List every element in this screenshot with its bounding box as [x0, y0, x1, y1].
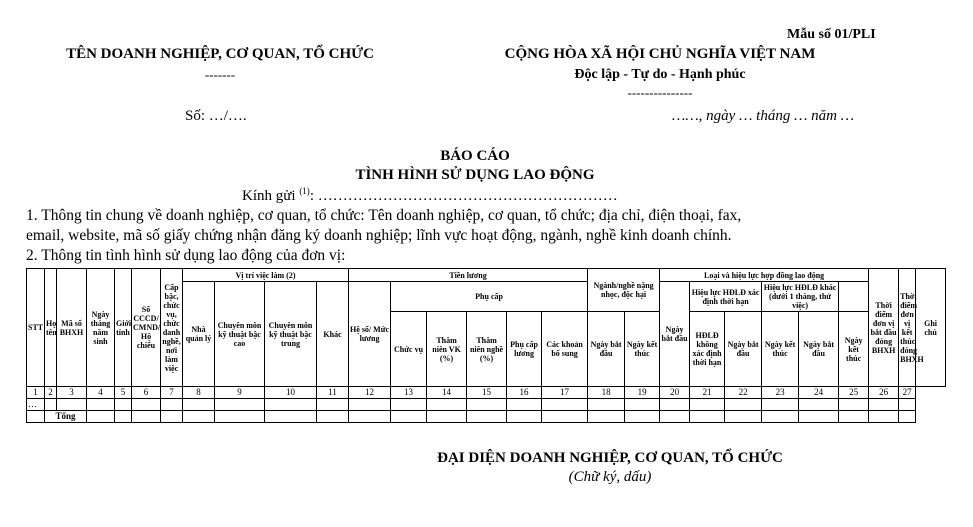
table-cell [660, 411, 690, 423]
table-cell [215, 399, 265, 411]
table-cell [690, 399, 725, 411]
table-cell [427, 411, 467, 423]
header-bhxh-start: Thời điểm đơn vị bắt đầu đóng BHXH [869, 269, 899, 387]
header-other-contract-group: Hiệu lực HĐLĐ khác (dưới 1 tháng, thử việc) [762, 282, 839, 312]
header-other-contract-start: Ngày bắt đầu [799, 312, 839, 387]
recipient-label: Kính gửi [242, 188, 296, 204]
column-number-cell: 6 [132, 387, 161, 399]
table-cell [839, 399, 869, 411]
header-id-number: Số CCCD/ CMND/ Hộ chiếu [132, 269, 161, 387]
column-number-cell: 14 [427, 387, 467, 399]
table-cell [839, 411, 869, 423]
column-number-cell: 12 [349, 387, 391, 399]
column-number-cell: 18 [588, 387, 625, 399]
header-stt: STT [27, 269, 45, 387]
table-cell [87, 411, 115, 423]
header-allowance-group: Phụ cấp [391, 282, 588, 312]
table-cell [467, 399, 507, 411]
header-fixed-term-contract-group: Hiệu lực HĐLĐ xác định thời hạn [690, 282, 762, 312]
header-allowance-position: Chức vụ [391, 312, 427, 387]
header-allowance-salary: Phụ cấp lương [507, 312, 542, 387]
header-salary-coefficient: Hệ số/ Mức lương [349, 282, 391, 387]
column-number-cell: 19 [625, 387, 660, 399]
table-cell [467, 411, 507, 423]
table-cell [391, 411, 427, 423]
header-bhxh-end: Thời điểm đơn vị kết thúc đóng BHXH [899, 269, 916, 387]
section-1-text-line-1: 1. Thông tin chung về doanh nghiệp, cơ quan, tổ chức: Tên doanh nghiệp, cơ quan, tổ chức; địa chỉ, điện thoại, fax, [26, 207, 742, 224]
header-bhxh-code: Mã số BHXH [57, 269, 87, 387]
table-cell [507, 411, 542, 423]
header-hazard-end: Ngày kết thúc [625, 312, 660, 387]
table-cell [265, 411, 317, 423]
table-cell [183, 411, 215, 423]
table-cell [317, 411, 349, 423]
header-gender: Giới tính [115, 269, 132, 387]
signature-note: (Chữ ký, dấu) [568, 469, 652, 485]
form-number: Mẫu số 01/PLI [787, 27, 876, 42]
national-motto: Độc lập - Tự do - Hạnh phúc [574, 67, 746, 82]
table-cell [183, 399, 215, 411]
table-cell [87, 399, 115, 411]
header-job-position-group: Vị trí việc làm (2) [183, 269, 349, 282]
table-cell [588, 411, 625, 423]
table-cell [542, 399, 588, 411]
ellipsis-cell: … [27, 399, 45, 411]
header-rank-position: Cấp bậc, chức vụ, chức danh nghề, nơi làm việc [161, 269, 183, 387]
column-number-cell: 25 [839, 387, 869, 399]
column-number-cell: 21 [690, 387, 725, 399]
table-cell [542, 411, 588, 423]
column-number-cell: 8 [183, 387, 215, 399]
table-cell [132, 411, 161, 423]
table-cell [507, 399, 542, 411]
total-row [27, 411, 946, 423]
organization-name-header: TÊN DOANH NGHIỆP, CƠ QUAN, TỔ CHỨC [66, 46, 374, 62]
column-number-cell: 7 [161, 387, 183, 399]
table-cell [899, 411, 916, 423]
header-salary-group: Tiền lương [349, 269, 588, 282]
header-allowance-seniority-vk: Thâm niên VK (%) [427, 312, 467, 387]
table-cell [725, 411, 762, 423]
header-allowance-seniority-job: Thâm niên nghề (%) [467, 312, 507, 387]
recipient-line [242, 186, 618, 205]
column-number-cell: 3 [57, 387, 87, 399]
column-number-cell: 17 [542, 387, 588, 399]
table-cell [690, 411, 725, 423]
table-cell [115, 411, 132, 423]
table-cell [265, 399, 317, 411]
header-date-of-birth: Ngày tháng năm sinh [87, 269, 115, 387]
section-2-heading: 2. Thông tin tình hình sử dụng lao động của đơn vị: [26, 247, 346, 264]
header-fixed-term-start: Ngày bắt đầu [725, 312, 762, 387]
organization-separator: ------- [204, 67, 236, 82]
table-cell [660, 399, 690, 411]
table-cell [869, 411, 899, 423]
column-number-cell: 15 [467, 387, 507, 399]
header-tech-high: Chuyên môn kỹ thuật bậc cao [215, 282, 265, 387]
country-name: CỘNG HÒA XÃ HỘI CHỦ NGHĨA VIỆT NAM [504, 46, 816, 62]
column-number-cell: 26 [869, 387, 899, 399]
header-indefinite-contract: HĐLĐ không xác định thời hạn [690, 312, 725, 387]
table-cell [625, 411, 660, 423]
total-label: Tổng [45, 411, 87, 423]
table-cell [161, 411, 183, 423]
table-cell [317, 399, 349, 411]
recipient-footnote: (1) [299, 186, 310, 196]
header-other-contract-end: Ngày kết thúc [839, 312, 869, 387]
table-cell [27, 411, 45, 423]
header-contract-group: Loại và hiệu lực hợp đồng lao động [660, 269, 869, 282]
table-cell [762, 411, 799, 423]
table-cell [625, 399, 660, 411]
header-full-name: Họ tên [45, 269, 57, 387]
column-number-cell: 10 [265, 387, 317, 399]
column-number-cell: 5 [115, 387, 132, 399]
header-hazardous-job-group: Ngành/nghề nặng nhọc, độc hại [588, 269, 660, 312]
header-tech-mid: Chuyên môn kỹ thuật bậc trung [265, 282, 317, 387]
table-cell [57, 399, 87, 411]
table-cell [588, 399, 625, 411]
table-cell [762, 399, 799, 411]
column-number-cell: 20 [660, 387, 690, 399]
header-hazard-start: Ngày bắt đầu [588, 312, 625, 387]
table-row [27, 399, 946, 411]
column-number-cell: 13 [391, 387, 427, 399]
section-1-text-line-2: email, website, mã số giấy chứng nhận đăng ký doanh nghiệp; lĩnh vực hoạt động, ngành, nghề kinh doanh chính. [26, 227, 732, 244]
column-number-cell: 4 [87, 387, 115, 399]
signature-title: ĐẠI DIỆN DOANH NGHIỆP, CƠ QUAN, TỔ CHỨC [437, 450, 783, 466]
table-cell [215, 411, 265, 423]
motto-separator: --------------- [627, 85, 693, 100]
column-number-cell: 1 [27, 387, 45, 399]
table-cell [45, 399, 57, 411]
table-cell [899, 399, 916, 411]
table-cell [725, 399, 762, 411]
document-date: ……, ngày … tháng … năm … [672, 108, 855, 124]
document-number: Số: …/…. [185, 108, 247, 124]
table-cell [115, 399, 132, 411]
labor-usage-table [26, 268, 946, 423]
report-title: BÁO CÁO [440, 148, 510, 164]
header-note: Ghi chú [916, 269, 946, 387]
column-number-cell: 2 [45, 387, 57, 399]
report-subtitle: TÌNH HÌNH SỬ DỤNG LAO ĐỘNG [355, 167, 595, 183]
column-number-cell: 23 [762, 387, 799, 399]
table-cell [869, 399, 899, 411]
table-cell [132, 399, 161, 411]
column-number-cell: 9 [215, 387, 265, 399]
column-number-cell: 24 [799, 387, 839, 399]
column-number-row [27, 387, 946, 399]
table-cell [427, 399, 467, 411]
header-contract-start: Ngày bắt đầu [660, 282, 690, 387]
column-number-cell: 16 [507, 387, 542, 399]
recipient-blank: : …………………………………………………… [309, 188, 618, 204]
column-number-cell: 11 [317, 387, 349, 399]
column-number-cell: 22 [725, 387, 762, 399]
table-cell [161, 399, 183, 411]
header-other: Khác [317, 282, 349, 387]
table-cell [391, 399, 427, 411]
table-cell [799, 411, 839, 423]
table-cell [349, 399, 391, 411]
header-allowance-extra: Các khoản bổ sung [542, 312, 588, 387]
table-cell [349, 411, 391, 423]
column-number-cell: 27 [899, 387, 916, 399]
header-fixed-term-end: Ngày kết thúc [762, 312, 799, 387]
header-manager: Nhà quản lý [183, 282, 215, 387]
table-cell [799, 399, 839, 411]
